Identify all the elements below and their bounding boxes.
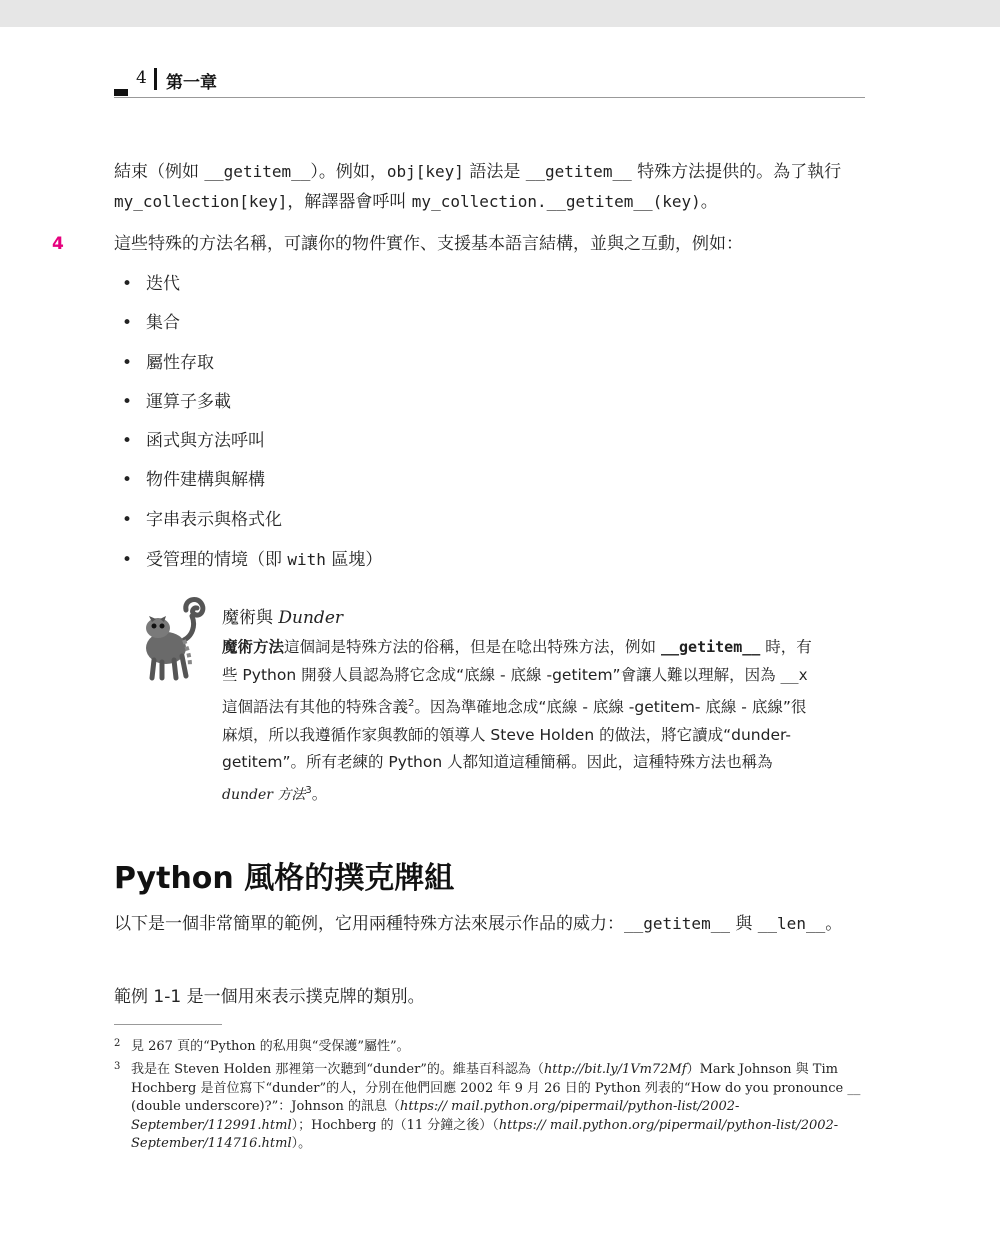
list-item-label: 物件建構與解構 [146,470,265,491]
code-x: __x [780,665,808,684]
list-item: • 函式與方法呼叫 [122,431,265,452]
note-title-cn: 魔術與 [222,608,279,628]
code-obj-key: obj[key] [386,162,464,181]
text-run: 結束（例如 [114,162,205,182]
text-run: 這個詞是特殊方法的俗稱，但是在唸出特殊方法，例如 [284,638,661,656]
chapter-title: 第一章 [166,73,217,93]
list-item-label: 屬性存取 [146,352,214,373]
text-run: 以下是一個非常簡單的範例，它用兩種特殊方法來展示作品的威力： [114,914,624,934]
list-item-label: 函式與方法呼叫 [146,431,265,452]
code-with: with [287,550,326,570]
text-run: ，解譯器會呼叫 [287,192,412,212]
footnote-2 [114,1038,865,1057]
text-run: 。 [825,914,843,934]
footnote-ref: 3 [305,785,312,797]
section-title: Python 風格的撲克牌組 [114,861,455,896]
list-item: • 物件建構與解構 [122,470,265,491]
text-run: 我是在 Steven Holden 那裡第一次聽到“dunder”的。維基百科認為（ [131,1062,544,1077]
list-item: • 迭代 [122,274,180,294]
footnote-link[interactable]: http://bit.ly/1Vm72Mf [543,1062,687,1077]
paragraph-example-intro [114,909,865,939]
note-lead-term: 魔術方法 [222,637,285,656]
text-run: ）。例如， [310,162,387,182]
top-bar [0,0,1000,27]
text-run: ）；Hochberg 的（11 分鐘之後）（ [291,1117,499,1133]
footnote-number: 3 [114,1061,121,1072]
text-run: ）。 [291,1136,312,1151]
text-run: 。 [700,192,718,212]
code-getitem: __getitem__ [660,638,761,656]
list-item: • 受管理的情境（即 with 區塊） [122,550,383,571]
code-getitem: __getitem__ [204,162,311,181]
page-number: 4 [136,68,147,88]
footnote-link[interactable]: https:// mail.python.org/pipermail/python-list/2002-September/112991.html [131,1099,740,1133]
feature-list [122,270,382,584]
paragraph-getitem [114,157,865,217]
list-item: • 屬性存取 [122,352,214,373]
header-separator [154,68,157,90]
dunder-term: dunder 方法 [222,787,306,804]
list-item-label: 迭代 [146,274,180,294]
footnote-text: 見 267 頁的“Python 的私用與“受保護”屬性”。 [131,1039,410,1054]
text-run: 。因為準確地念成“底線 - 底線 -getitem- 底線 - 底線”很麻煩，所以我遵循作家與教師的領導人 Steve Holden 的做法，將它讀成“dunder-getitem”。所有老練的 Python 人都知道這種簡稱。因此，這種特殊方法也稱為 [222,697,807,772]
paragraph-intro-list: 這些特殊的方法名稱，可讓你的物件實作、支援基本語言結構，並與之互動，例如： [114,234,743,254]
list-item: • 字串表示與格式化 [122,509,282,530]
list-item: • 運算子多載 [122,391,231,412]
footnote-ref: 2 [408,697,415,709]
lemur-icon [140,594,208,682]
code-my-collection-key: my_collection[key] [114,192,288,211]
footnote-link[interactable]: https:// mail.python.org/pipermail/python-list/2002-September/114716.html [131,1117,839,1151]
footnote-3 [114,1061,865,1154]
code-getitem: __getitem__ [624,914,730,933]
note-title [222,603,343,628]
code-len: __len__ [757,914,826,933]
text-run: 與 [729,914,758,934]
text-run: 時，有些 Python 開發人員認為將它念成“底線 - 底線 -getitem”會讓人難以理解，因為 [222,638,812,684]
footnote-number: 2 [114,1038,121,1049]
list-item-label: 集合 [146,313,180,334]
footnote-text [114,1061,865,1154]
list-item-label: 運算子多載 [146,391,231,412]
footnote-divider [114,1024,222,1025]
list-item-label: 區塊） [325,550,383,571]
list-item-label: 受管理的情境（即 [146,550,288,571]
header-mark [114,89,128,96]
list-item-label: 字串表示與格式化 [146,509,282,530]
paragraph-example-ref: 範例 1-1 是一個用來表示撲克牌的類別。 [114,987,425,1007]
margin-chapter-marker: 4 [52,234,64,254]
note-body [222,633,812,810]
note-title-en: Dunder [278,608,344,628]
list-item: • 集合 [122,313,180,334]
code-getitem: __getitem__ [525,162,632,181]
text-run: 語法是 [463,162,526,182]
code-my-collection-getitem: my_collection.__getitem__(key) [411,192,701,211]
text-run: 這個語法有其他的特殊含義 [222,697,409,716]
text-run: 。 [311,785,328,804]
page-header [114,66,865,98]
text-run: 特殊方法提供的。為了執行 [631,162,842,182]
text-run: ）Mark Johnson 與 Tim Hochberg 是首位寫下“dunder”的人，分別在他們回應 2002 年 9 月 26 日的 Python 列表的“How do you pronounce __ (double underscore)?”：Johnson 的訊息（ [131,1062,861,1114]
